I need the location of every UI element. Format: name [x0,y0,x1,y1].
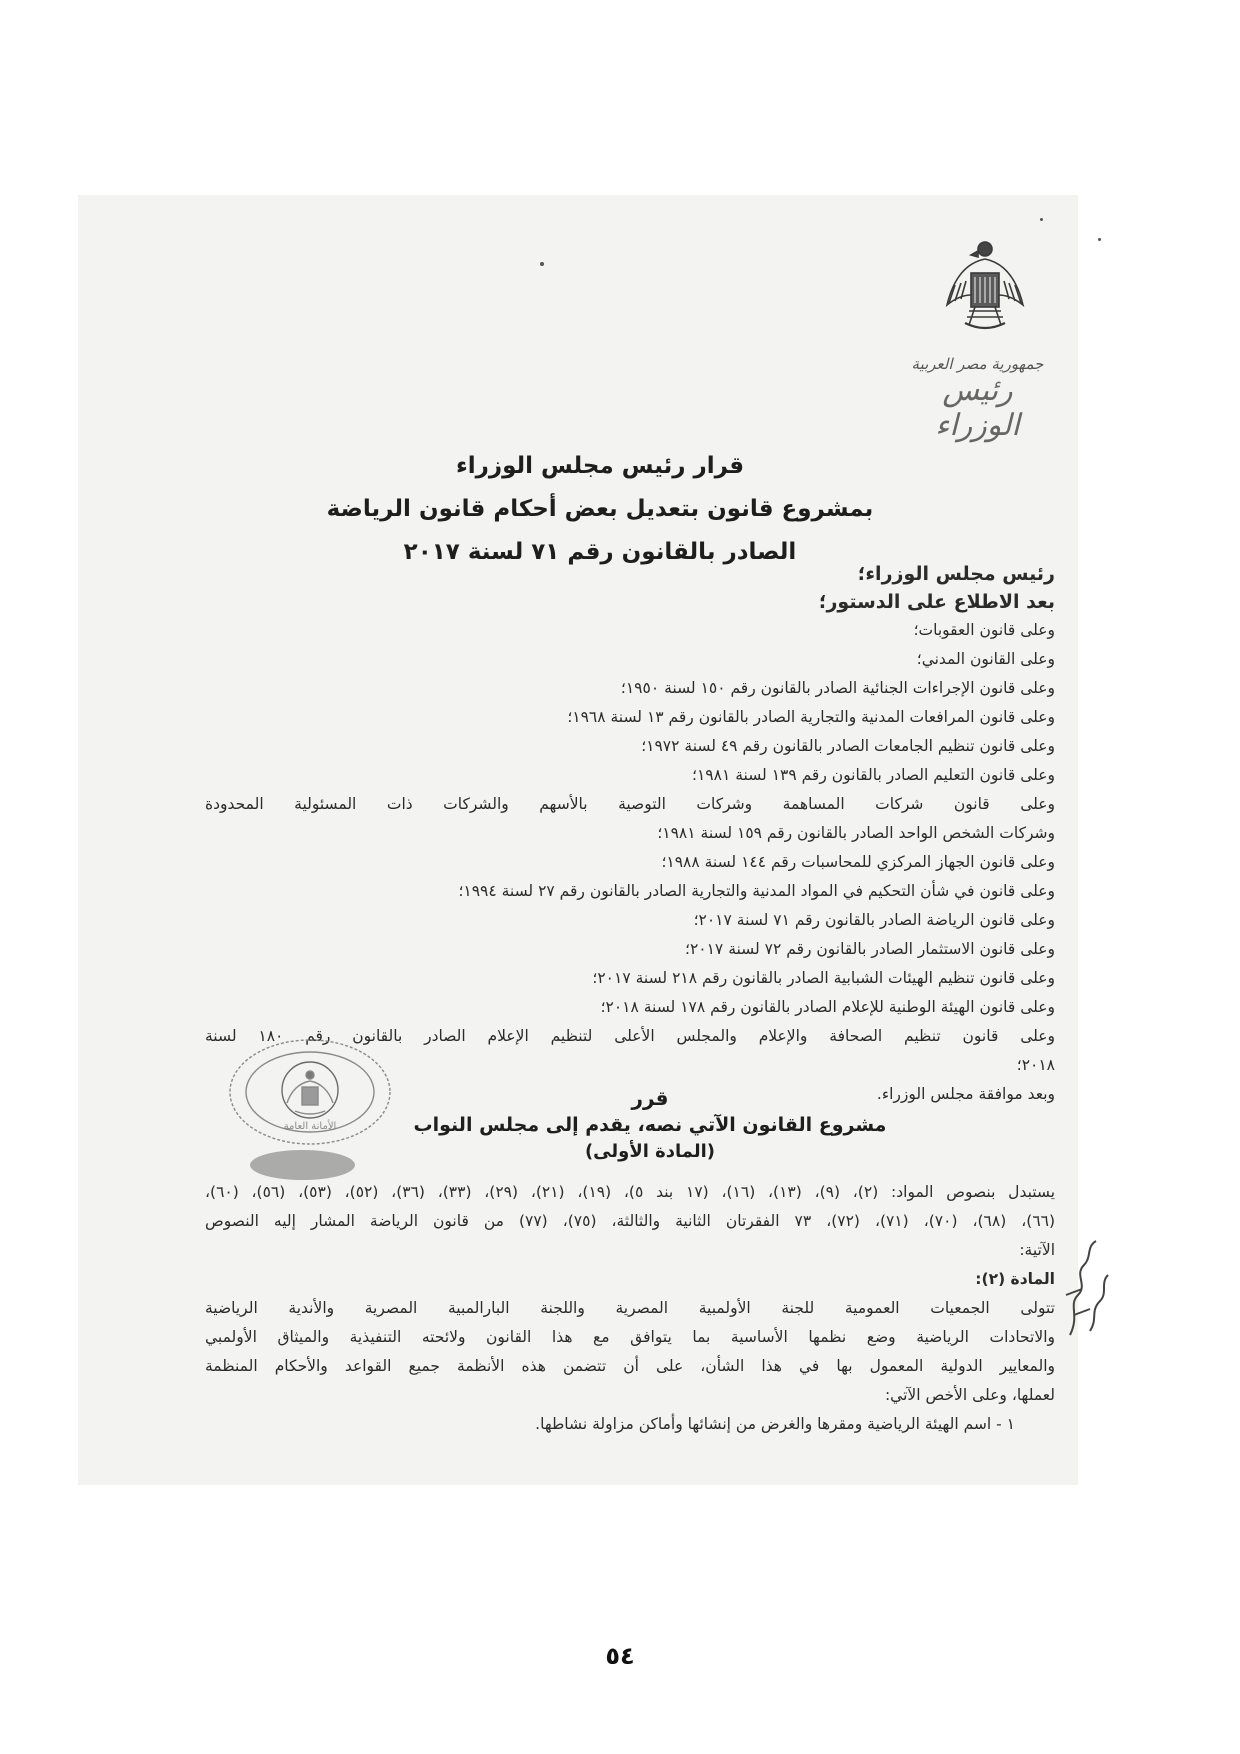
authority-line: رئيس مجلس الوزراء؛ [857,563,1055,585]
scan-speck [540,262,544,266]
article-line: الآتية: [1019,1241,1055,1259]
page-number: ٥٤ [605,1642,635,1670]
recitals-section [205,560,1055,1109]
recital-line: وعلى قانون العقوبات؛ [913,621,1055,639]
scan-speck [1040,218,1043,221]
scan-speck [1098,238,1101,241]
republic-line: جمهورية مصر العربية [911,355,1044,373]
office-signature: رئيس الوزراء [935,373,1020,443]
recital-line: وعلى قانون التعليم الصادر بالقانون رقم ١٣٩ لسنة ١٩٨١؛ [692,766,1055,784]
recital-line: وعلى قانون الرياضة الصادر بالقانون رقم ٧١ لسنة ٢٠١٧؛ [693,911,1055,929]
document-titles [250,445,950,574]
preamble-line: بعد الاطلاع على الدستور؛ [818,591,1055,613]
recital-line: وعلى قانون تنظيم الصحافة والإعلام والمجلس الأعلى لتنظيم الإعلام الصادر بالقانون رقم ١٨٠ لسنة [205,1027,1055,1045]
recital-line: وعلى قانون الهيئة الوطنية للإعلام الصادر بالقانون رقم ١٧٨ لسنة ٢٠١٨؛ [600,998,1055,1016]
recital-line: وشركات الشخص الواحد الصادر بالقانون رقم ١٥٩ لسنة ١٩٨١؛ [657,824,1055,842]
recital-line: وعلى قانون شركات المساهمة وشركات التوصية بالأسهم والشركات ذات المسئولية المحدودة [205,795,1055,813]
title-line-1: قرار رئيس مجلس الوزراء [455,453,745,479]
recital-line: وعلى قانون المرافعات المدنية والتجارية الصادر بالقانون رقم ١٣ لسنة ١٩٦٨؛ [567,708,1055,726]
eagle-emblem-icon [935,235,1035,350]
project-line: مشروع القانون الآتي نصه، يقدم إلى مجلس النواب [413,1114,887,1136]
seal-text: الأمانة العامة [283,1121,337,1132]
article-line: يستبدل بنصوص المواد: (٢)، (٩)، (١٣)، (١٦)، (١٧ بند ٥)، (١٩)، (٢١)، (٢٩)، (٣٣)، (٣٦)، (٥٢)، (٥٣)، (٥٦)، (٦٠)، [205,1183,1056,1201]
article-heading: المادة (٢): [975,1270,1055,1288]
title-line-2: بمشروع قانون بتعديل بعض أحكام قانون الرياضة [326,496,874,522]
recital-line: وعلى قانون الإجراءات الجنائية الصادر بالقانون رقم ١٥٠ لسنة ١٩٥٠؛ [620,679,1055,697]
recital-line: وعلى قانون تنظيم الجامعات الصادر بالقانون رقم ٤٩ لسنة ١٩٧٢؛ [641,737,1055,755]
side-signature-icon [1060,1235,1115,1345]
article-line: تتولى الجمعيات العمومية للجنة الأولمبية المصرية واللجنة البارالمبية المصرية والأندية الرياضية [205,1299,1055,1317]
article-line: والاتحادات الرياضية وضع نظمها الأساسية بما يتوافق مع هذا القانون ولائحته التنفيذية والميثاق الأولمبي [205,1328,1055,1346]
decision-heading [300,1085,1000,1165]
recital-line: وعلى قانون تنظيم الهيئات الشبابية الصادر بالقانون رقم ٢١٨ لسنة ٢٠١٧؛ [592,969,1055,987]
recital-line: وبعد موافقة مجلس الوزراء. [876,1085,1055,1103]
articles-section [205,1178,1055,1439]
article-one-heading: (المادة الأولى) [584,1141,716,1162]
header-signature [905,355,1050,443]
recital-line: وعلى قانون في شأن التحكيم في المواد المدنية والتجارية الصادر بالقانون رقم ٢٧ لسنة ١٩٩٤؛ [458,882,1055,900]
round-seal-icon [225,1035,395,1150]
ink-smudge [250,1150,355,1180]
recital-line: وعلى قانون الاستثمار الصادر بالقانون رقم ٧٢ لسنة ٢٠١٧؛ [685,940,1055,958]
article-line: ١ - اسم الهيئة الرياضية ومقرها والغرض من إنشائها وأماكن مزاولة نشاطها. [535,1415,1015,1433]
title-line-3: الصادر بالقانون رقم ٧١ لسنة ٢٠١٧ [403,539,797,565]
recital-line: وعلى قانون الجهاز المركزي للمحاسبات رقم ١٤٤ لسنة ١٩٨٨؛ [661,853,1055,871]
recital-line: ٢٠١٨؛ [1016,1056,1055,1074]
decision-word: قرر [631,1086,669,1110]
article-line: (٦٦)، (٦٨)، (٧٠)، (٧١)، (٧٢)، ٧٣ الفقرتان الثانية والثالثة، (٧٥)، (٧٧) من قانون الرياضة المشار إليه النصوص [205,1212,1056,1230]
recital-line: وعلى القانون المدني؛ [916,650,1055,668]
article-line: لعملها، وعلى الأخص الآتي: [884,1386,1055,1404]
article-line: والمعايير الدولية المعمول بها في هذا الشأن، على أن تتضمن هذه الأنظمة جميع القواعد والأحكام المنظمة [205,1357,1055,1375]
